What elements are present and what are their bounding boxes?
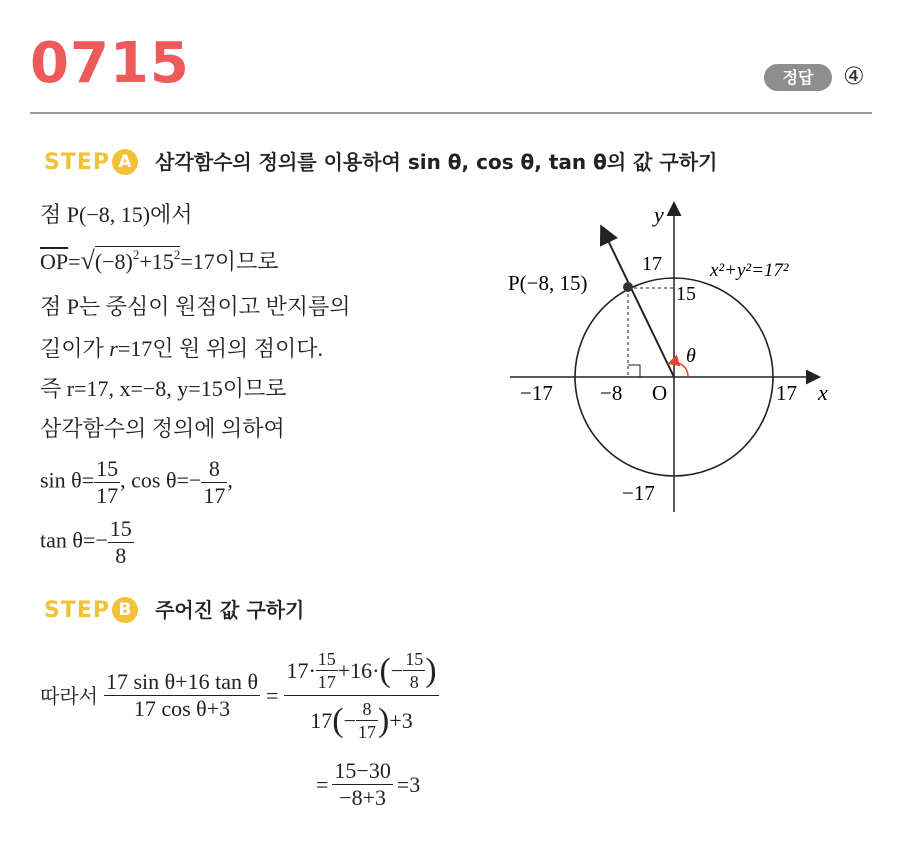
cos-fraction: $\frac{8}{17}$ bbox=[203, 456, 226, 508]
label-17-right: 17 bbox=[776, 381, 797, 405]
step-b-heading bbox=[44, 594, 304, 623]
step-a-label: STEP bbox=[44, 150, 111, 175]
point-p bbox=[623, 282, 633, 292]
point-p-label: P(−8, 15) bbox=[508, 271, 588, 295]
step-a-title: 삼각함수의 정의를 이용하여 sin θ, cos θ, tan θ의 값 구하기 bbox=[155, 150, 718, 174]
sin-cos-values: sin θ= $\frac{15}{17}$ , cos θ=− $\frac{8}{17}$ , bbox=[40, 456, 233, 508]
step-b-letter: B bbox=[112, 597, 138, 623]
y-axis-label: y bbox=[654, 202, 664, 227]
sin-fraction: $\frac{15}{17}$ bbox=[96, 456, 119, 508]
final-result: =3 bbox=[396, 771, 421, 797]
step-a-line-5: 즉 r=17, x=−8, y=15이므로 bbox=[40, 376, 287, 401]
tan-value: tan θ=− $\frac{15}{8}$ bbox=[40, 516, 132, 568]
header-divider bbox=[30, 112, 872, 114]
label-neg8: −8 bbox=[600, 381, 623, 405]
op-result: =17이므로 bbox=[180, 249, 279, 274]
final-computation: = $\frac{15-30}{-8+3}$ =3 bbox=[316, 758, 421, 810]
label-neg17-left: −17 bbox=[520, 381, 553, 405]
step-a-letter: A bbox=[112, 149, 138, 175]
rhs-fraction: 17· $\frac{15}{17}$ +16· ( − $\frac{15}{8}$ ) 17 ( − $\frac{8}{17}$ ) +3 bbox=[286, 649, 437, 742]
segment-op: $\overline{OP}$ bbox=[40, 249, 69, 274]
step-a-line-6: 삼각함수의 정의에 의하여 bbox=[40, 416, 285, 441]
answer-value: ④ bbox=[843, 62, 865, 90]
label-top-17: 17 bbox=[642, 253, 662, 275]
step-a-line-3: 점 P는 중심이 원점이고 반지름의 bbox=[40, 294, 351, 319]
terminal-ray bbox=[602, 228, 674, 377]
step-a-heading bbox=[44, 146, 717, 175]
step-b-title: 주어진 값 구하기 bbox=[155, 598, 305, 622]
step-a-line-1: 점 P(−8, 15)에서 bbox=[40, 202, 193, 227]
circle-equation: x²+y²=17² bbox=[710, 260, 789, 281]
theta-label: θ bbox=[686, 345, 696, 367]
step-a-line-4: 길이가 r=17인 원 위의 점이다. bbox=[40, 336, 323, 361]
circle-figure bbox=[500, 190, 860, 520]
sqrt-term-2: +15 bbox=[139, 249, 174, 274]
x-axis-label: x bbox=[818, 380, 828, 405]
final-fraction: $\frac{15-30}{-8+3}$ bbox=[334, 758, 391, 810]
problem-number: 0715 bbox=[30, 31, 190, 96]
tan-fraction: $\frac{15}{8}$ bbox=[109, 516, 132, 568]
sqrt-term-1: (−8) bbox=[94, 249, 133, 274]
right-angle-mark bbox=[628, 365, 640, 377]
lhs-fraction: $\frac{\text{17 sin θ+16 tan θ}}{\text{17 cos θ+3}}$ bbox=[105, 669, 259, 721]
origin-label: O bbox=[652, 381, 668, 405]
answer-badge: 정답 bbox=[764, 64, 832, 91]
main-computation: 따라서 $\frac{\text{17 sin θ+16 tan θ}}{\text{17 cos θ+3}}$ = 17· $\frac{15}{17}$ +16· ( − $\frac{15}{8}$ ) 17 ( − $\frac{8}{17}$ ) +3 bbox=[40, 649, 437, 742]
step-a-line-2: $\overline{OP}=√(-8)^2+15^2=17$이므로 bbox=[40, 246, 279, 275]
step-b-label: STEP bbox=[44, 598, 111, 623]
label-15: 15 bbox=[676, 283, 696, 305]
label-neg17-bottom: −17 bbox=[622, 481, 655, 505]
